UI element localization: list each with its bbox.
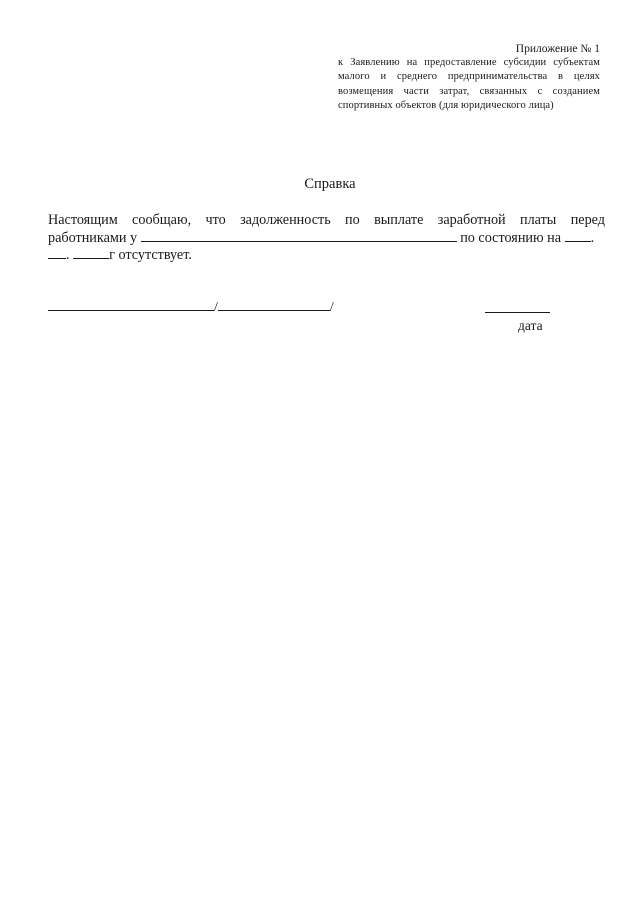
month-field[interactable] [48, 245, 66, 259]
signature-row [48, 296, 334, 316]
employees-at-label: работниками у [48, 230, 138, 246]
signature-slash-2: / [329, 300, 334, 315]
year-field[interactable] [73, 245, 109, 259]
day-field[interactable] [565, 228, 591, 242]
as-of-label: по состоянию на [460, 230, 562, 246]
appendix-number: Приложение № 1 [515, 43, 600, 55]
statement-line-3 [48, 245, 192, 264]
organization-name-field[interactable] [141, 228, 457, 242]
signatory-name-field[interactable] [218, 296, 330, 311]
date-field[interactable] [485, 312, 550, 313]
date-separator: . [590, 230, 595, 246]
absence-statement: г отсутствует. [109, 247, 192, 263]
signature-slash-1: / [214, 300, 218, 315]
date-label: дата [518, 318, 543, 333]
statement-line-1: Настоящим сообщаю, что задолженность по выплате заработной платы перед [48, 212, 605, 228]
signature-field[interactable] [48, 296, 214, 311]
appendix-reference-text: к Заявлению на предоставление субсидии субъектам малого и среднего предпринимательства в целях возмещения части затрат, связанных с созданием спортивных объектов (для юридического лица) [338, 57, 600, 112]
date-separator-2: . [66, 247, 70, 263]
document-title: Справка [304, 176, 356, 192]
